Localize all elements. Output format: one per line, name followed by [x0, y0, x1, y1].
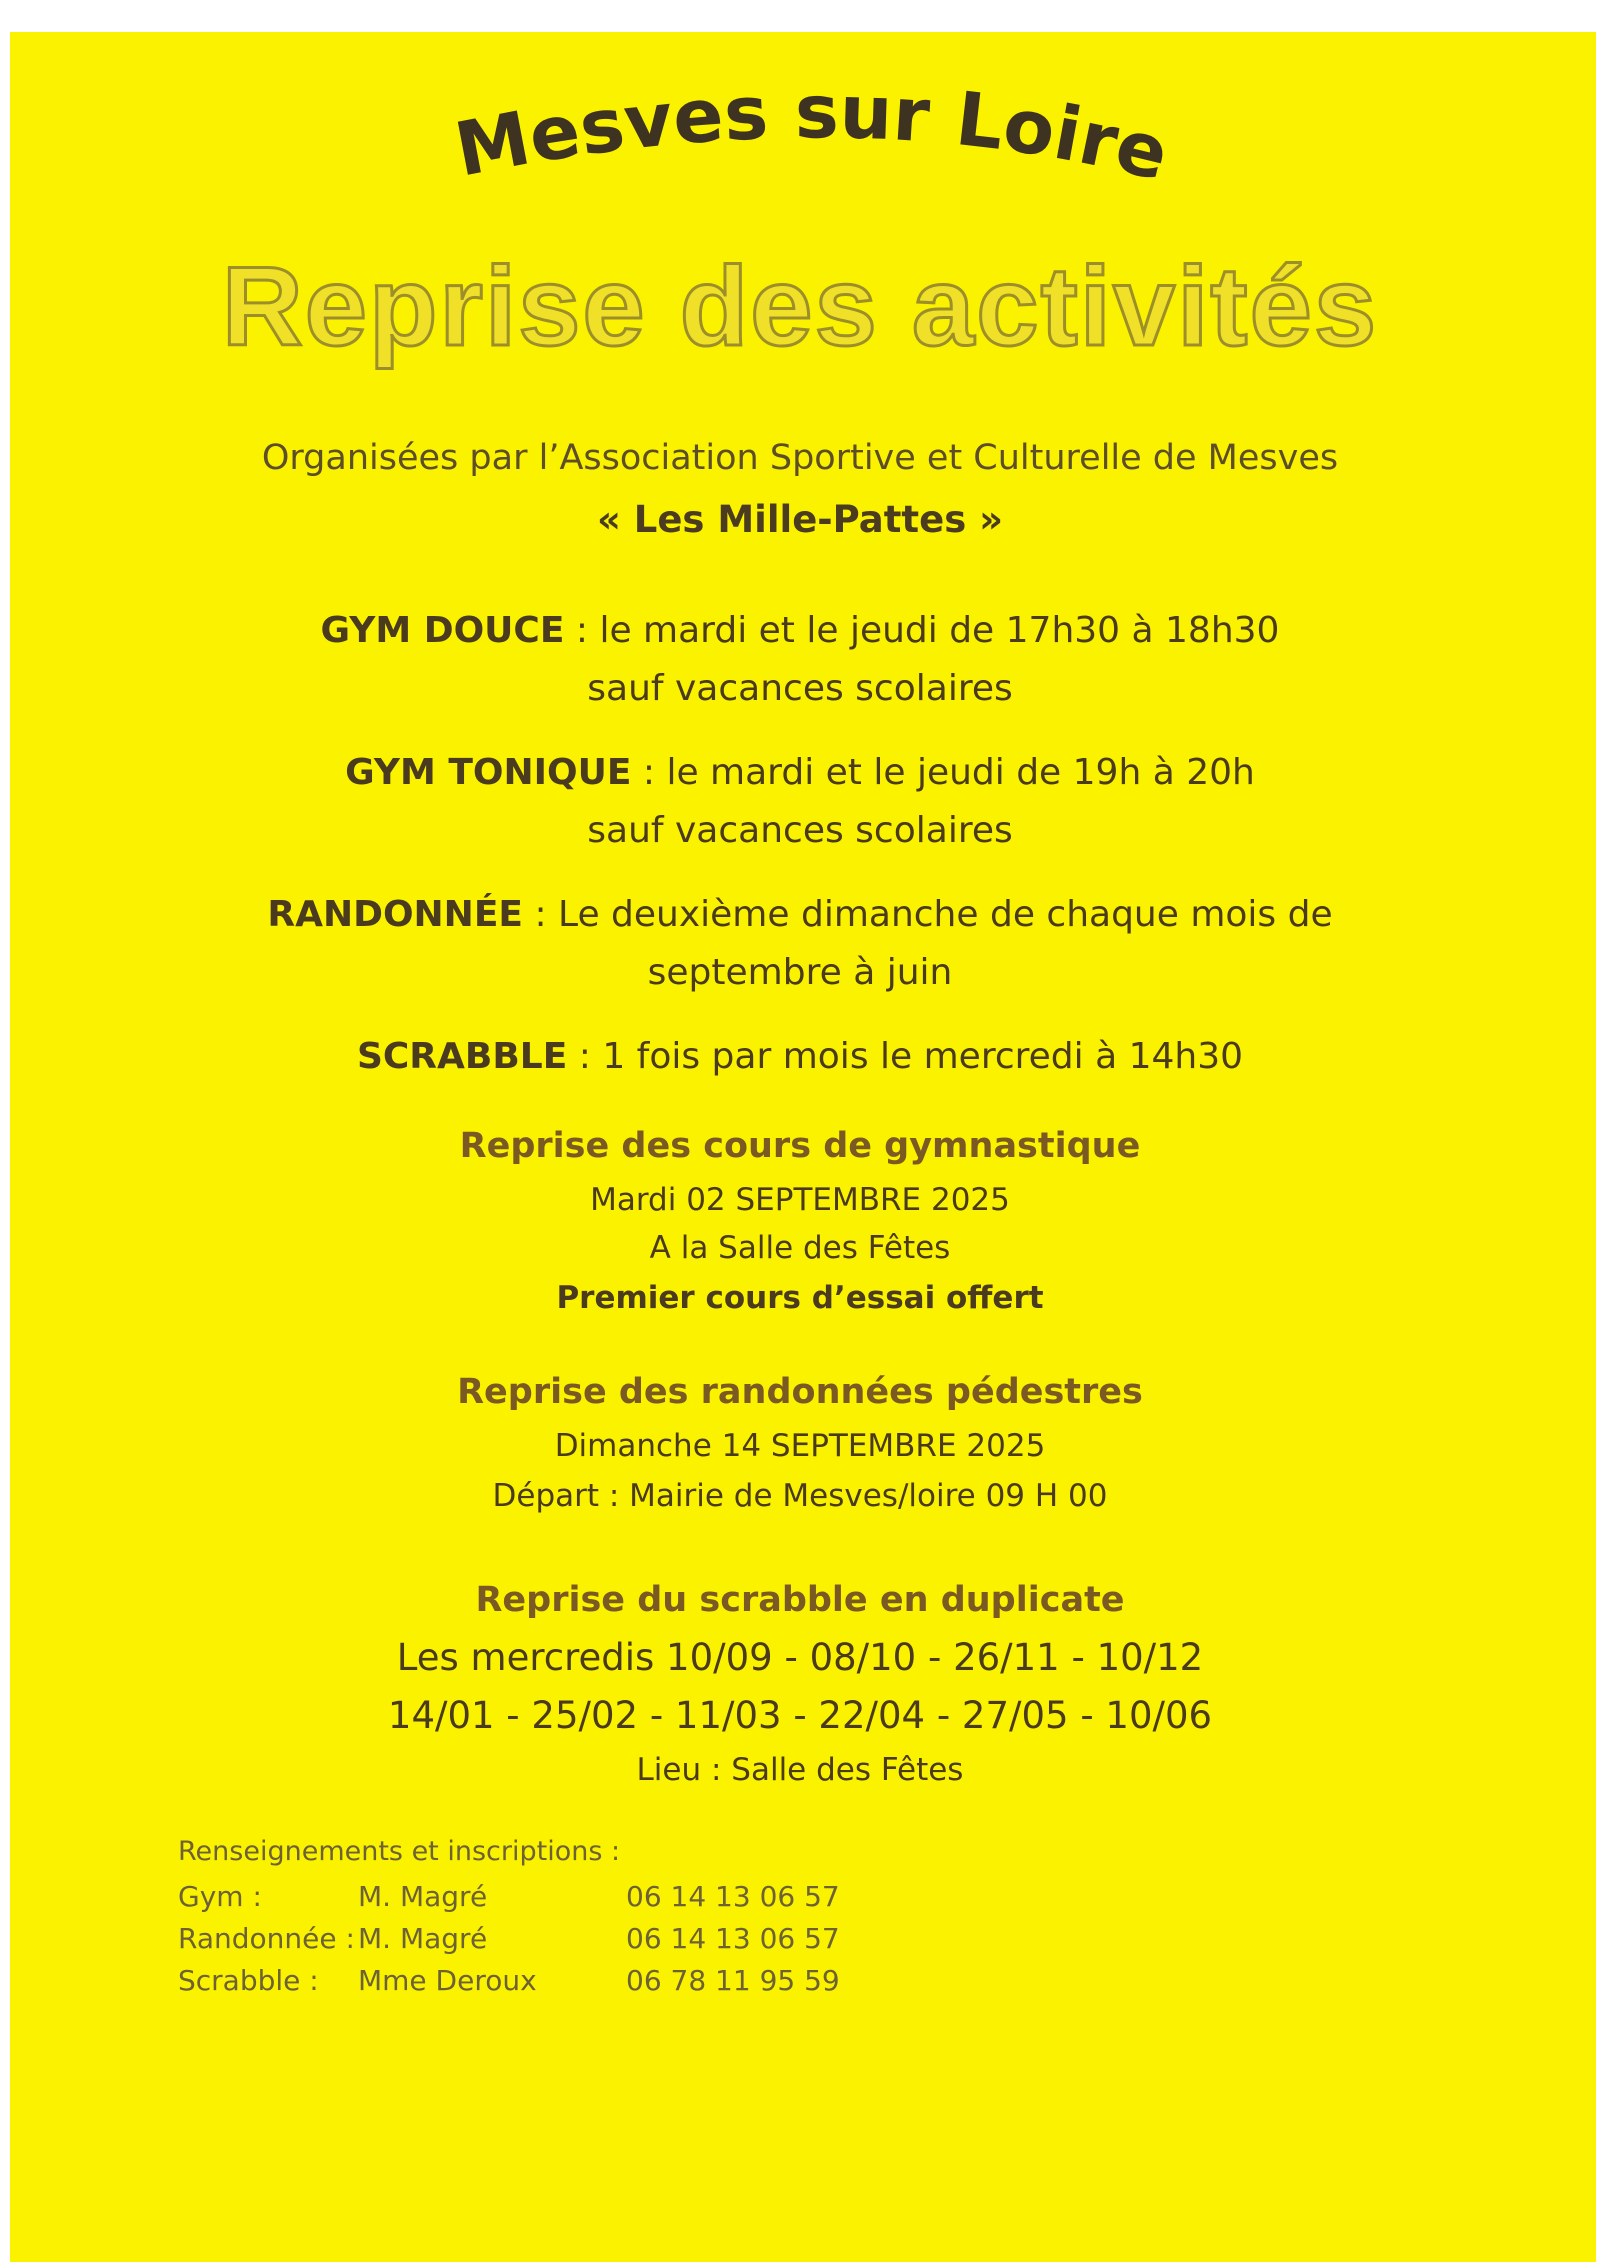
activity-scrabble: SCRABBLE : 1 fois par mois le mercredi à 14h30 — [356, 1036, 1244, 1077]
hike-resumption-title: Reprise des randonnées pédestres — [457, 1372, 1143, 1412]
activity-schedule: le mardi et le jeudi de 19h à 20h — [666, 752, 1255, 793]
activity-label: SCRABBLE — [356, 1036, 568, 1077]
contact-row — [178, 1880, 1078, 1920]
organizer-line: Organisées par l’Association Sportive et Culturelle de Mesves — [261, 438, 1339, 478]
activity-label: GYM DOUCE — [320, 610, 565, 651]
activity-note: sauf vacances scolaires — [587, 810, 1013, 851]
activity-note: septembre à juin — [647, 952, 953, 993]
scrabble-dates-line2: 14/01 - 25/02 - 11/03 - 22/04 - 27/05 - 10/06 — [387, 1694, 1213, 1737]
contact-activity: Scrabble : — [178, 1964, 319, 1997]
gym-resumption-title: Reprise des cours de gymnastique — [459, 1126, 1141, 1166]
gym-resumption-offer: Premier cours d’essai offert — [556, 1280, 1044, 1316]
contact-row — [178, 1922, 1078, 1962]
activity-note: sauf vacances scolaires — [587, 668, 1013, 709]
gym-resumption-place: A la Salle des Fêtes — [649, 1230, 951, 1266]
activity-randonnee: RANDONNÉE : Le deuxième dimanche de chaque mois de — [267, 894, 1333, 935]
contact-phone: 06 14 13 06 57 — [626, 1922, 840, 1955]
hike-resumption-departure: Départ : Mairie de Mesves/loire 09 H 00 — [492, 1478, 1108, 1514]
contact-name: M. Magré — [358, 1880, 488, 1913]
activity-schedule: Le deuxième dimanche de chaque mois de — [558, 894, 1333, 935]
club-name: « Les Mille-Pattes » — [596, 498, 1004, 541]
hike-resumption-date: Dimanche 14 SEPTEMBRE 2025 — [554, 1428, 1046, 1464]
contact-phone: 06 78 11 95 59 — [626, 1964, 840, 1997]
activity-gym-douce: GYM DOUCE : le mardi et le jeudi de 17h30 à 18h30 — [320, 610, 1280, 651]
activity-schedule: le mardi et le jeudi de 17h30 à 18h30 — [599, 610, 1280, 651]
activity-label: RANDONNÉE — [267, 894, 523, 935]
contact-activity: Randonnée : — [178, 1922, 355, 1955]
header-graphic — [0, 0, 1600, 420]
poster-title: Reprise des activités — [221, 244, 1379, 369]
scrabble-place: Lieu : Salle des Fêtes — [636, 1752, 964, 1788]
contact-activity: Gym : — [178, 1880, 262, 1913]
activity-schedule: 1 fois par mois le mercredi à 14h30 — [602, 1036, 1244, 1077]
contact-name: Mme Deroux — [358, 1964, 537, 1997]
gym-resumption-date: Mardi 02 SEPTEMBRE 2025 — [590, 1182, 1010, 1218]
contact-name: M. Magré — [358, 1922, 488, 1955]
activity-gym-tonique: GYM TONIQUE : le mardi et le jeudi de 19h à 20h — [345, 752, 1255, 793]
scrabble-dates-line1: Les mercredis 10/09 - 08/10 - 26/11 - 10/12 — [396, 1636, 1204, 1679]
activity-label: GYM TONIQUE — [345, 752, 632, 793]
scrabble-resumption-title: Reprise du scrabble en duplicate — [475, 1580, 1125, 1620]
contact-phone: 06 14 13 06 57 — [626, 1880, 840, 1913]
contact-row — [178, 1964, 1078, 2004]
contacts-heading: Renseignements et inscriptions : — [178, 1836, 621, 1867]
town-name: Mesves sur Loire — [448, 69, 1177, 198]
